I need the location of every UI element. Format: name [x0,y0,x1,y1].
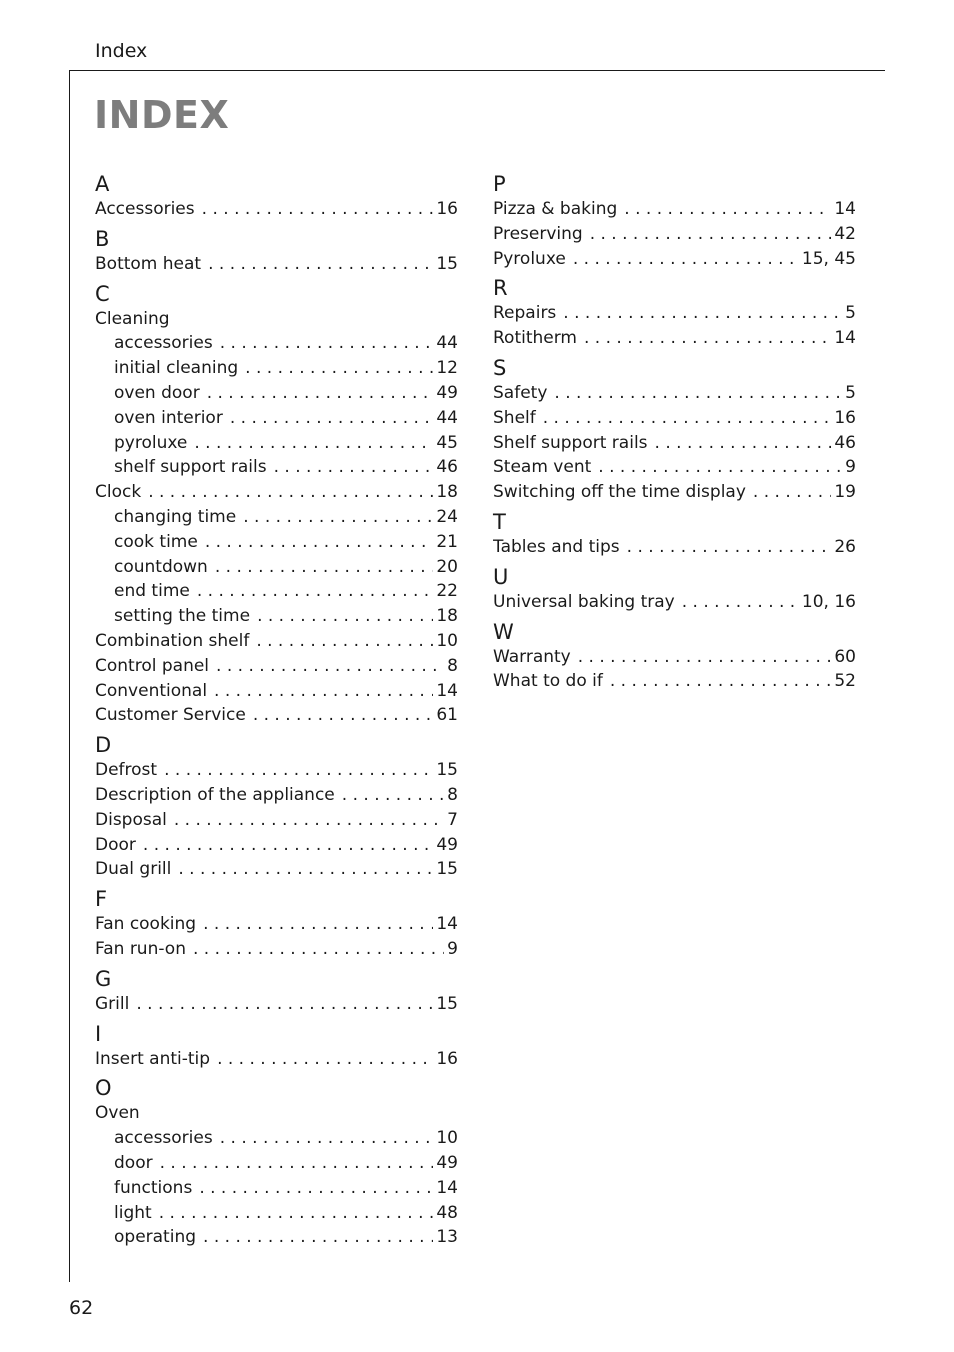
index-term: Preserving [493,223,583,244]
index-term: oven door [114,382,200,403]
dot-leader [203,912,433,937]
page-reference: 22 [436,581,458,602]
index-column-left [95,167,458,1250]
page-reference: 48 [436,1202,458,1223]
section-letter: W [493,619,514,644]
index-column-right [493,167,856,694]
index-term: Clock [95,482,142,503]
dot-leader [543,406,832,431]
dot-leader [178,857,433,882]
page-reference: 9 [845,457,856,478]
dot-leader [194,431,433,456]
dot-leader [164,758,433,783]
section-letter: A [95,172,110,196]
index-term: Conventional [95,680,208,701]
index-term: Customer Service [95,705,246,726]
index-term: end time [114,581,190,602]
index-term: Description of the appliance [95,784,335,805]
index-term: pyroluxe [114,432,188,453]
dot-leader [610,669,832,694]
page-reference: 15 [436,760,458,781]
dot-leader [554,381,842,406]
index-entry [493,431,856,456]
index-subentry [95,1225,458,1250]
page-number: 62 [69,1297,94,1319]
index-subentry [95,1176,458,1201]
index-entry [493,455,856,480]
dot-leader [136,992,433,1017]
page-reference: 49 [436,834,458,855]
page-reference: 18 [436,482,458,503]
dot-leader [753,480,831,505]
index-term: Switching off the time display [493,482,746,503]
dot-leader [148,480,433,505]
dot-leader [203,1225,433,1250]
index-subentry [95,579,458,604]
index-entry [493,590,856,615]
index-term: Oven [95,1103,140,1124]
index-entry [493,301,856,326]
index-subentry [95,1201,458,1226]
index-term: door [114,1152,153,1173]
page-reference: 12 [436,358,458,379]
page-reference: 10 [436,630,458,651]
index-term: setting the time [114,606,251,627]
index-term: Fan cooking [95,914,197,935]
index-term: Defrost [95,760,158,781]
page-reference: 42 [834,223,856,244]
index-term: What to do if [493,671,603,692]
page-reference: 26 [834,536,856,557]
dot-leader [214,679,433,704]
dot-leader [207,381,434,406]
index-term: Combination shelf [95,630,250,651]
dot-leader [274,455,434,480]
section-letter: G [95,966,112,991]
index-term: countdown [114,556,208,577]
index-term: Shelf support rails [493,432,648,453]
dot-leader [342,783,444,808]
index-term: accessories [114,333,213,354]
index-subentry [95,604,458,629]
dot-leader [655,431,832,456]
page-reference: 49 [436,382,458,403]
index-term: shelf support rails [114,457,267,478]
page-reference: 14 [834,199,856,219]
page-reference: 61 [436,705,458,726]
index-entry [95,1101,458,1126]
dot-leader [216,654,444,679]
dot-leader [245,356,433,381]
index-entry [95,679,458,704]
index-term: Door [95,834,136,855]
index-entry [493,381,856,406]
section-letter: O [95,1076,112,1101]
index-term: oven interior [114,407,223,428]
index-term: Insert anti-tip [95,1048,211,1069]
index-entry [95,629,458,654]
dot-leader [174,808,444,833]
page-reference: 15 [436,253,458,274]
dot-leader [598,455,842,480]
header-rule [69,70,885,71]
dot-leader [230,406,434,431]
running-header: Index [95,40,148,62]
index-subentry [95,455,458,480]
page-reference: 24 [436,506,458,527]
section-letter: U [493,564,509,589]
dot-leader [197,579,434,604]
dot-leader [208,252,433,277]
page-reference: 16 [436,1048,458,1069]
section-letter: D [95,733,112,758]
page-reference: 44 [436,407,458,428]
page-reference: 15, 45 [801,248,856,269]
index-term: changing time [114,506,237,527]
page-title: INDEX [94,93,230,137]
dot-leader [590,222,832,247]
dot-leader [205,530,434,555]
index-subentry [95,530,458,555]
dot-leader [202,197,434,222]
section-letter: C [95,281,110,306]
page-reference: 44 [436,333,458,354]
dot-leader [215,555,434,580]
index-term: Repairs [493,303,557,324]
section-letter: I [95,1021,102,1046]
dot-leader [563,301,842,326]
index-term: Fan run-on [95,938,186,959]
dot-leader [257,604,433,629]
page-reference: 49 [436,1152,458,1173]
dot-leader [624,197,831,222]
dot-leader [578,645,832,670]
page-reference: 14 [834,328,856,349]
index-entry [95,857,458,882]
index-entry [95,654,458,679]
index-term: Shelf [493,407,536,428]
page-reference: 8 [447,655,458,676]
dot-leader [193,937,444,962]
dot-leader [256,629,433,654]
dot-leader [682,590,799,615]
page-reference: 8 [447,784,458,805]
index-entry [493,480,856,505]
index-term: Pyroluxe [493,248,566,269]
index-term: Accessories [95,199,195,219]
page-reference: 9 [447,938,458,959]
dot-leader [220,1126,434,1151]
index-entry [493,326,856,351]
index-entry [493,247,856,272]
page-reference: 46 [436,457,458,478]
index-term: Grill [95,993,130,1014]
dot-leader [243,505,433,530]
index-entry [95,783,458,808]
dot-leader [584,326,831,351]
index-entry [95,480,458,505]
index-term: Universal baking tray [493,591,675,612]
page-reference: 21 [436,531,458,552]
page-reference: 46 [834,432,856,453]
section-letter: T [493,509,506,534]
page-reference: 52 [834,671,856,692]
index-term: Pizza & baking [493,199,618,219]
index-subentry [95,1151,458,1176]
index-subentry [95,505,458,530]
index-subentry [95,555,458,580]
index-entry [95,808,458,833]
dot-leader [199,1176,433,1201]
index-term: cook time [114,531,198,552]
section-letter: F [95,887,108,912]
index-subentry [95,356,458,381]
index-entry [493,645,856,670]
index-subentry [95,381,458,406]
index-entry [95,307,458,332]
index-entry [95,992,458,1017]
page-reference: 14 [436,1177,458,1198]
index-entry [95,197,458,222]
page-reference: 15 [436,993,458,1014]
index-entry [95,1047,458,1072]
index-subentry [95,331,458,356]
dot-leader [573,247,799,272]
index-entry [95,252,458,277]
page-reference: 45 [436,432,458,453]
page-reference: 5 [845,382,856,403]
index-entry [493,222,856,247]
index-term: Control panel [95,655,210,676]
index-entry [493,406,856,431]
index-term: accessories [114,1128,213,1149]
dot-leader [627,535,832,560]
page-reference: 5 [845,303,856,324]
page-reference: 19 [834,482,856,503]
index-term: Dual grill [95,859,172,880]
page-reference: 10 [436,1128,458,1149]
index-subentry [95,406,458,431]
index-term: functions [114,1177,193,1198]
index-term: Warranty [493,646,571,667]
section-letter: B [95,226,110,251]
page-reference: 15 [436,859,458,880]
index-entry [95,703,458,728]
index-term: operating [114,1227,197,1248]
index-term: initial cleaning [114,358,239,379]
index-subentry [95,1126,458,1151]
dot-leader [143,833,433,858]
index-term: Safety [493,382,548,403]
index-entry [493,197,856,222]
margin-rule [69,70,70,1282]
index-entry [95,758,458,783]
index-entry [95,912,458,937]
index-entry [493,535,856,560]
page-reference: 14 [436,914,458,935]
index-term: Bottom heat [95,253,202,274]
section-letter: P [493,172,506,196]
page-reference: 14 [436,680,458,701]
index-entry [95,833,458,858]
index-subentry [95,431,458,456]
index-term: Disposal [95,809,167,830]
page-reference: 7 [447,809,458,830]
page-reference: 16 [834,407,856,428]
index-term: Cleaning [95,308,170,329]
page-reference: 18 [436,606,458,627]
section-letter: S [493,355,507,380]
page-reference: 10, 16 [801,591,856,612]
dot-leader [253,703,434,728]
dot-leader [220,331,434,356]
dot-leader [160,1151,434,1176]
index-entry [95,937,458,962]
index-term: Rotitherm [493,328,577,349]
index-term: light [114,1202,152,1223]
page-reference: 60 [834,646,856,667]
dot-leader [217,1047,433,1072]
page-reference: 20 [436,556,458,577]
dot-leader [159,1201,434,1226]
page-reference: 13 [436,1227,458,1248]
index-term: Tables and tips [493,536,620,557]
page-reference: 16 [436,199,458,219]
index-entry [493,669,856,694]
section-letter: R [493,276,508,301]
index-term: Steam vent [493,457,592,478]
